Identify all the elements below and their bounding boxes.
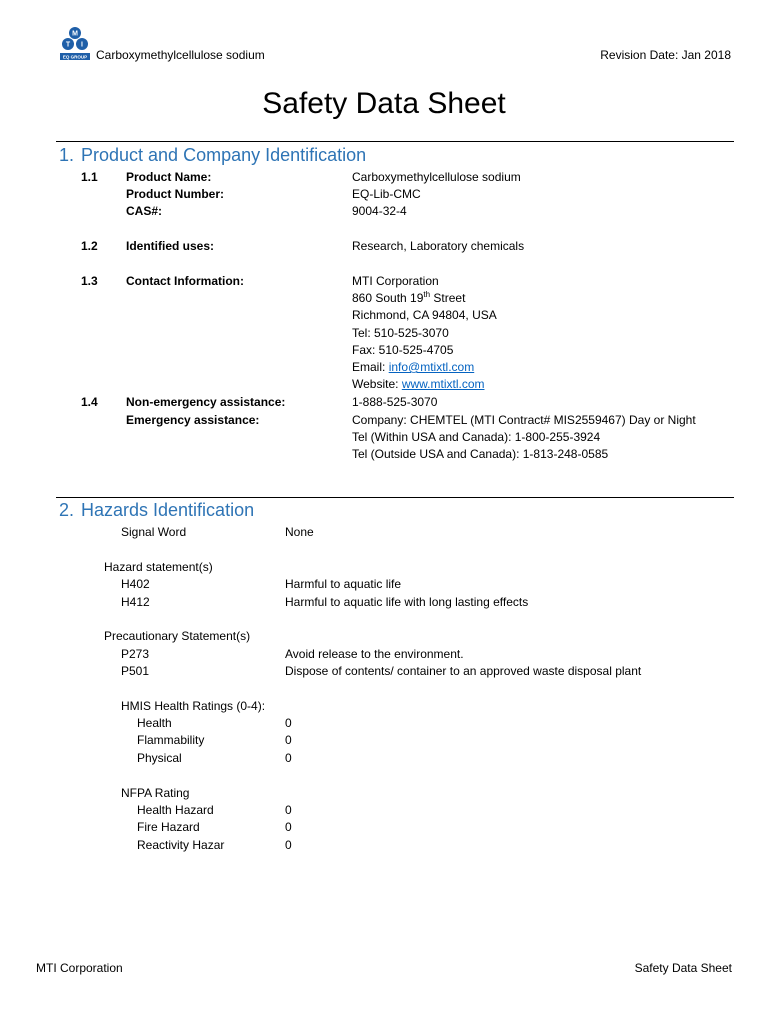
website-label: Website: [352, 377, 402, 391]
section-2-title: Hazards Identification [81, 500, 255, 520]
logo-letter-m: M [72, 30, 78, 38]
mti-logo [60, 26, 90, 62]
email-link[interactable]: info@mtixtl.com [388, 360, 475, 374]
logo-letter-t: T [65, 41, 71, 49]
signal-word-value: None [285, 525, 314, 539]
section-2-divider [56, 497, 734, 498]
footer-document-title: Safety Data Sheet [634, 961, 732, 975]
nfpa-rating-value: 0 [285, 838, 292, 852]
header-revision-date: Revision Date: Jan 2018 [600, 48, 731, 62]
hazard-code: H402 [121, 577, 150, 591]
non-emergency-label: Non-emergency assistance: [126, 395, 286, 409]
contact-company: MTI Corporation [352, 274, 439, 288]
hazard-code: H412 [121, 595, 150, 609]
section-1-title: Product and Company Identification [81, 145, 367, 165]
nfpa-rating-name: Reactivity Hazar [137, 838, 225, 852]
nfpa-rating-name: Health Hazard [137, 803, 214, 817]
identified-uses-value: Research, Laboratory chemicals [352, 239, 525, 253]
hmis-rating-name: Health [137, 716, 172, 730]
precautionary-code: P501 [121, 664, 150, 678]
subsection-1-4-number: 1.4 [81, 395, 98, 409]
nfpa-rating-value: 0 [285, 803, 292, 817]
hmis-rating-name: Flammability [137, 733, 205, 747]
logo-letter-i: I [81, 41, 83, 49]
email-label: Email: [352, 360, 389, 374]
nfpa-rating-value: 0 [285, 820, 292, 834]
product-number-label: Product Number: [126, 187, 225, 201]
non-emergency-phone: 1-888-525-3070 [352, 395, 438, 409]
hmis-rating-name: Physical [137, 751, 182, 765]
contact-email [352, 359, 474, 376]
section-1-heading [59, 144, 366, 166]
logo-caption: EQ GROUP [62, 54, 88, 60]
precautionary-code: P273 [121, 647, 150, 661]
footer-company: MTI Corporation [36, 961, 123, 975]
hmis-rating-value: 0 [285, 733, 292, 747]
subsection-1-2-number: 1.2 [81, 239, 98, 253]
section-1-number: 1. [59, 145, 75, 165]
emergency-tel-within: Tel (Within USA and Canada): 1-800-255-3924 [352, 430, 601, 444]
cas-value: 9004-32-4 [352, 204, 407, 218]
section-1-divider [56, 141, 734, 142]
precautionary-text: Dispose of contents/ container to an approved waste disposal plant [285, 664, 642, 678]
contact-tel: Tel: 510-525-3070 [352, 326, 449, 340]
product-number-value: EQ-Lib-CMC [352, 187, 421, 201]
emergency-label: Emergency assistance: [126, 413, 260, 427]
emergency-tel-outside: Tel (Outside USA and Canada): 1-813-248-0585 [352, 447, 609, 461]
website-link[interactable]: www.mtixtl.com [401, 377, 485, 391]
cas-label: CAS#: [126, 204, 163, 218]
street-prefix: 860 South 19 [352, 291, 424, 305]
contact-information-label: Contact Information: [126, 274, 244, 288]
subsection-1-1-number: 1.1 [81, 170, 98, 184]
contact-website [352, 376, 484, 393]
section-2-heading [59, 499, 254, 521]
hazard-text: Harmful to aquatic life [285, 577, 402, 591]
document-title: Safety Data Sheet [262, 87, 506, 120]
street-suffix: Street [430, 291, 466, 305]
contact-fax: Fax: 510-525-4705 [352, 343, 454, 357]
product-name-value: Carboxymethylcellulose sodium [352, 170, 521, 184]
hazard-text: Harmful to aquatic life with long lasting effects [285, 595, 529, 609]
hmis-rating-value: 0 [285, 751, 292, 765]
nfpa-label: NFPA Rating [121, 786, 190, 800]
hmis-rating-value: 0 [285, 716, 292, 730]
subsection-1-3-number: 1.3 [81, 274, 98, 288]
precautionary-text: Avoid release to the environment. [285, 647, 464, 661]
identified-uses-label: Identified uses: [126, 239, 215, 253]
precautionary-label: Precautionary Statement(s) [104, 629, 251, 643]
product-name-label: Product Name: [126, 170, 212, 184]
hazard-statements-label: Hazard statement(s) [104, 560, 213, 574]
emergency-company: Company: CHEMTEL (MTI Contract# MIS2559467) Day or Night [352, 413, 696, 427]
section-2-number: 2. [59, 500, 75, 520]
signal-word-label: Signal Word [121, 525, 187, 539]
contact-city: Richmond, CA 94804, USA [352, 308, 497, 322]
header-product-name: Carboxymethylcellulose sodium [96, 48, 265, 62]
nfpa-rating-name: Fire Hazard [137, 820, 200, 834]
street-ordinal: th [423, 290, 431, 299]
hmis-label: HMIS Health Ratings (0-4): [121, 699, 266, 713]
contact-street [352, 290, 465, 307]
